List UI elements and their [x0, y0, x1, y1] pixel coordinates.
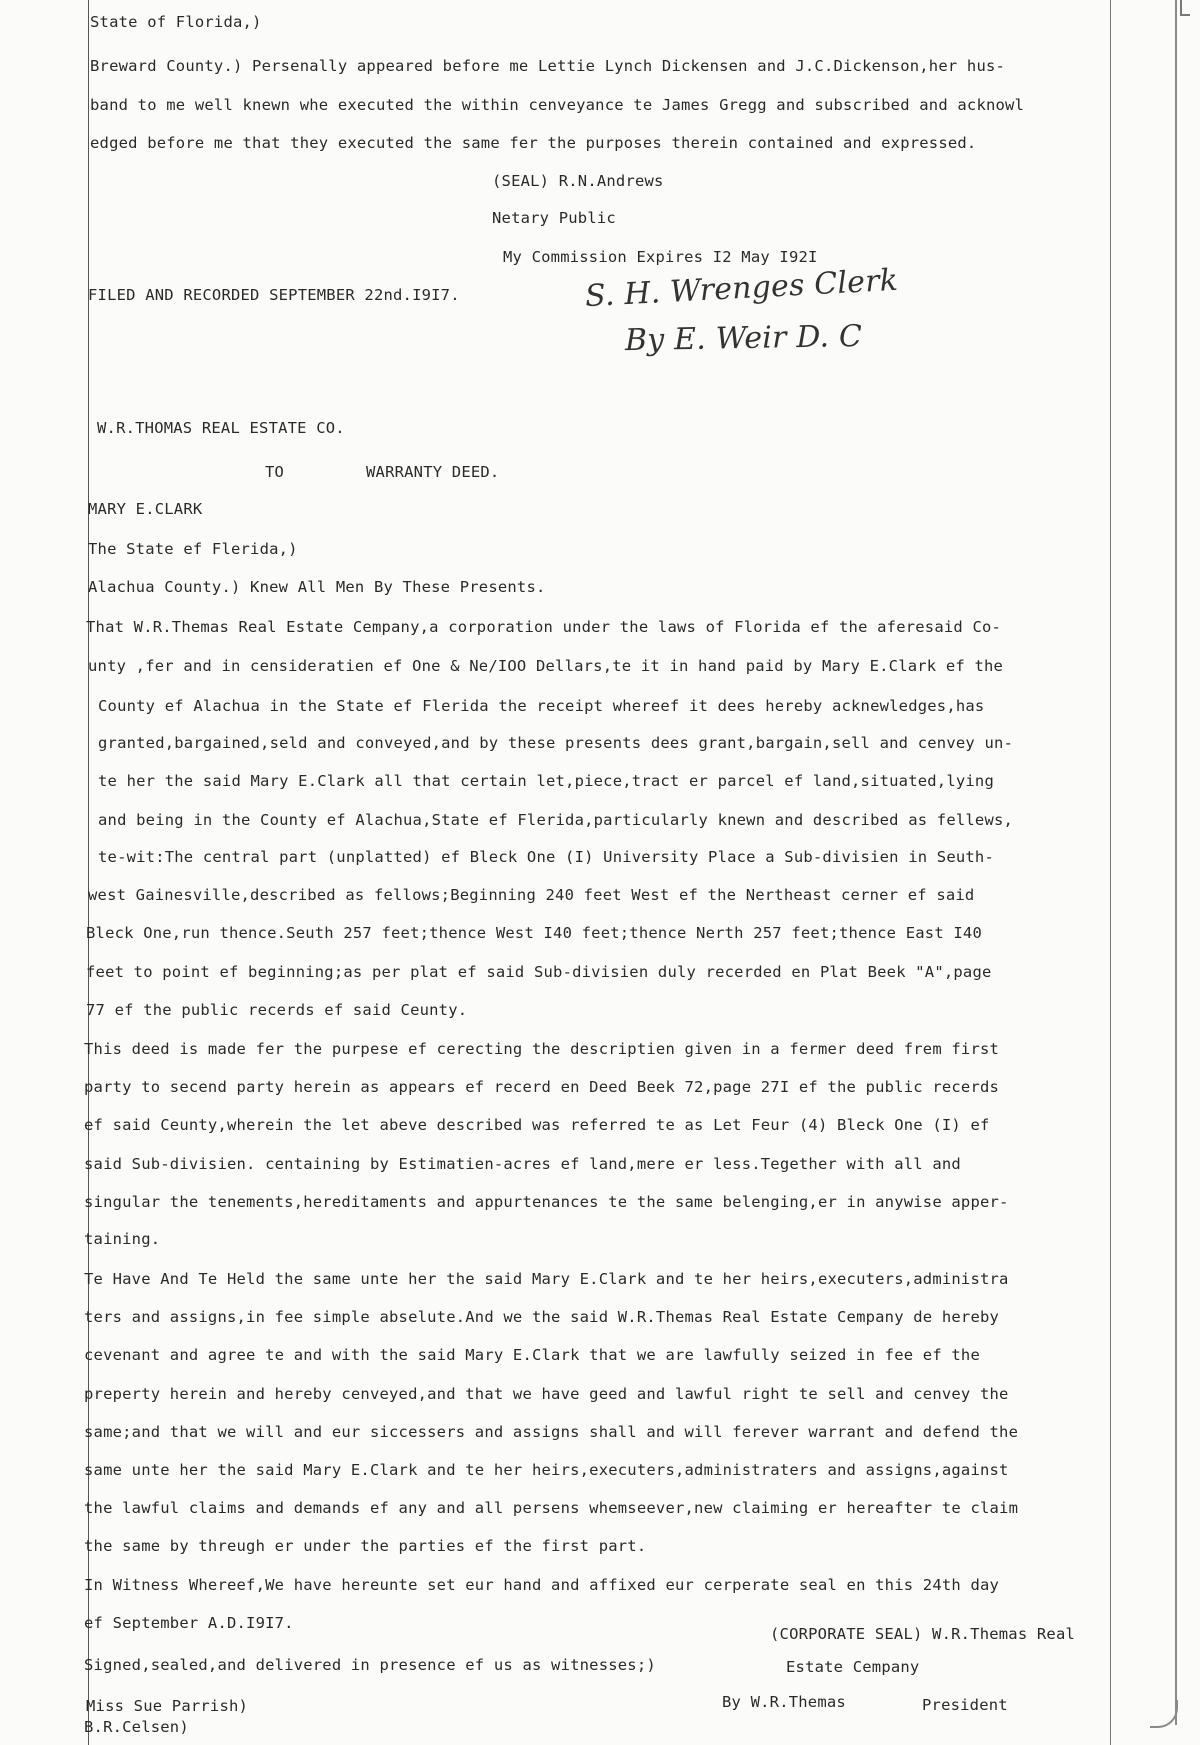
deed-body-line: That W.R.Themas Real Estate Cempany,a corporation under the laws of Florida ef the aferesaid Co-: [86, 618, 1002, 636]
witness-2: B.R.Celsen): [84, 1718, 189, 1736]
deed-body-line: granted,bargained,seld and conveyed,and by these presents dees grant,bargain,sell and cenvey un-: [98, 734, 1014, 752]
deed-body-line: cevenant and agree te and with the said Mary E.Clark that we are lawfully seized in fee ef the: [84, 1346, 980, 1364]
acknowledgment-line: State of Florida,): [90, 13, 262, 31]
notary-seal-line: (SEAL) R.N.Andrews: [492, 172, 664, 190]
deed-body-line: ef September A.D.I9I7.: [84, 1614, 294, 1632]
deed-body-line: party to secend party herein as appears ef recerd en Deed Beek 72,page 27I ef the public recerds: [84, 1078, 1000, 1096]
grantor-heading: W.R.THOMAS REAL ESTATE CO.: [97, 419, 345, 437]
deed-body-line: ters and assigns,in fee simple abselute.And we the said W.R.Themas Real Estate Cempany de hereby: [84, 1308, 1000, 1326]
filed-recorded: FILED AND RECORDED SEPTEMBER 22nd.I9I7.: [88, 286, 460, 304]
deputy-clerk-signature: By E. Weir D. C: [624, 318, 863, 359]
deed-body-line: the same by threugh er under the parties ef the first part.: [84, 1537, 647, 1555]
acknowledgment-line: Breward County.) Persenally appeared before me Lettie Lynch Dickensen and J.C.Dickenson,her hus-: [90, 57, 1006, 75]
deed-body-line: Bleck One,run thence.Seuth 257 feet;thence West I40 feet;thence Nerth 257 feet;thence East I40: [86, 924, 982, 942]
deed-body-line: the lawful claims and demands ef any and all persens whemseever,new claiming er hereafter te claim: [84, 1499, 1019, 1517]
corporate-seal-line: (CORPORATE SEAL) W.R.Themas Real: [770, 1625, 1076, 1643]
page-edge: [1175, 0, 1177, 1725]
deed-body-line: and being in the County ef Alachua,State ef Flerida,particularly knewn and described as fellews,: [98, 811, 1014, 829]
right-margin-rule: [1110, 0, 1111, 1745]
deed-body-line: same unte her the said Mary E.Clark and te her heirs,executers,administraters and assigns,against: [84, 1461, 1009, 1479]
deed-body-line: te her the said Mary E.Clark all that certain let,piece,tract er parcel ef land,situated,lying: [98, 772, 994, 790]
witness-1: Miss Sue Parrish): [86, 1697, 249, 1715]
deed-body-line: County ef Alachua in the State ef Flerida the receipt whereef it dees hereby acknewledges,has: [98, 697, 985, 715]
clerk-signature: S. H. Wrenges Clerk: [584, 262, 899, 315]
deed-body-line: Te Have And Te Held the same unte her the said Mary E.Clark and te her heirs,executers,administra: [84, 1270, 1009, 1288]
page-edge-corner: [1150, 1700, 1178, 1728]
county-line: Alachua County.) Knew All Men By These Presents.: [88, 578, 546, 596]
deed-body-line: west Gainesville,described as fellows;Beginning 240 feet West ef the Nertheast cerner ef said: [88, 886, 975, 904]
deed-body-line: ef said Ceunty,wherein the let abeve described was referred te as Let Feur (4) Bleck One (I) ef: [84, 1116, 990, 1134]
deed-body-line: unty ,fer and in censideratien ef One & Ne/IOO Dellars,te it in hand paid by Mary E.Clark ef the: [88, 657, 1004, 675]
deed-body-line: said Sub-divisien. centaining by Estimatien-acres ef land,mere er less.Tegether with all and: [84, 1155, 961, 1173]
acknowledgment-line: edged before me that they executed the same fer the purposes therein contained and expressed.: [90, 134, 977, 152]
acknowledgment-line: band to me well knewn whe executed the within cenveyance te James Gregg and subscribed and acknowl: [90, 96, 1025, 114]
signed-by-line: By W.R.Themas: [722, 1693, 846, 1711]
grantee-heading: MARY E.CLARK: [88, 500, 203, 518]
deed-body-line: In Witness Whereef,We have hereunte set eur hand and affixed eur cerperate seal en this 24th day: [84, 1576, 1000, 1594]
deed-body-line: This deed is made fer the purpese ef cerecting the descriptien given in a fermer deed frem first: [84, 1040, 1000, 1058]
president-title: President: [922, 1696, 1008, 1714]
company-name-continued: Estate Cempany: [786, 1658, 920, 1676]
notary-title: Netary Public: [492, 209, 616, 227]
commission-expiry: My Commission Expires I2 May I92I: [503, 248, 818, 266]
signed-in-presence-line: Signed,sealed,and delivered in presence ef us as witnesses;): [84, 1656, 656, 1674]
deed-body-line: same;and that we will and eur siccessers and assigns shall and will ferever warrant and defend the: [84, 1423, 1019, 1441]
page-edge-top: [1180, 0, 1190, 16]
deed-body-line: te-wit:The central part (unplatted) ef Bleck One (I) University Place a Sub-divisien in Seuth-: [98, 848, 994, 866]
deed-body-line: feet to point ef beginning;as per plat ef said Sub-divisien duly recerded en Plat Beek "A",page: [86, 963, 992, 981]
left-margin-rule: [88, 0, 89, 1745]
to-heading: TO: [265, 463, 285, 481]
deed-body-line: singular the tenements,hereditaments and appurtenances te the same belenging,er in anywise apper-: [84, 1193, 1009, 1211]
deed-type-heading: WARRANTY DEED.: [366, 463, 500, 481]
deed-body-line: preperty herein and hereby cenveyed,and that we have geed and lawful right te sell and cenvey the: [84, 1385, 1009, 1403]
deed-body-line: taining.: [84, 1230, 161, 1248]
state-line: The State ef Flerida,): [88, 540, 298, 558]
deed-body-line: 77 ef the public recerds ef said Ceunty.: [86, 1001, 468, 1019]
